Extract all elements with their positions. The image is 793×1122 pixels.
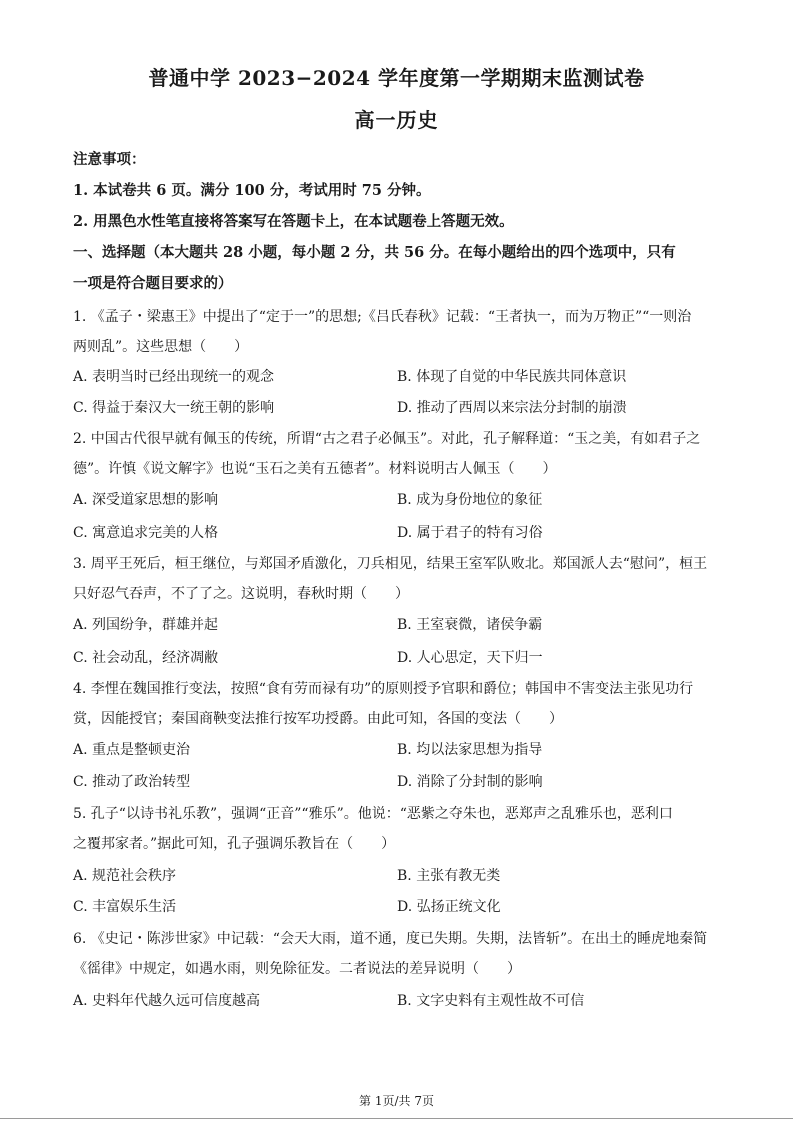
question-3-option-a: A. 列国纷争，群雄并起 <box>73 617 219 633</box>
question-1-option-c: C. 得益于秦汉大一统王朝的影响 <box>73 400 275 416</box>
question-6-option-a: A. 史料年代越久远可信度越高 <box>73 993 261 1009</box>
page-number: 第 1页/共 7页 <box>359 1094 434 1108</box>
section-heading-line-2: 一项是符合题目要求的） <box>73 275 233 292</box>
notice-heading: 注意事项： <box>73 151 146 168</box>
question-4-option-b: B. 均以法家思想为指导 <box>397 742 543 758</box>
question-1-stem-line-1: 1. 《孟子・梁惠王》中提出了“定于一”的思想;《吕氏春秋》记载：“王者执一，而为万物正”“一则治 <box>73 309 692 325</box>
question-5-option-b: B. 主张有教无类 <box>397 868 501 884</box>
footer-divider <box>0 1118 793 1119</box>
question-2-stem-line-1: 2. 中国古代很早就有佩玉的传统，所谓“古之君子必佩玉”。对此，孔子解释道：“玉之美，有如君子之 <box>73 431 701 447</box>
question-3-stem-line-1: 3. 周平王死后，桓王继位，与郑国矛盾激化，刀兵相见，结果王室军队败北。郑国派人去“慰问”，桓王 <box>73 556 708 572</box>
question-5-stem-line-1: 5. 孔子“以诗书礼乐教”，强调“正音”“雅乐”。他说：“恶紫之夺朱也，恶郑声之乱雅乐也，恶利口 <box>73 806 673 822</box>
question-3-stem-line-2: 只好忍气吞声，不了了之。这说明，春秋时期（ ） <box>73 586 409 602</box>
question-5-option-c: C. 丰富娱乐生活 <box>73 899 177 915</box>
question-1-option-a: A. 表明当时已经出现统一的观念 <box>73 369 275 385</box>
question-5-option-d: D. 弘扬正统文化 <box>397 899 501 915</box>
question-3-option-b: B. 王室衰微，诸侯争霸 <box>397 617 543 633</box>
question-2-option-b: B. 成为身份地位的象征 <box>397 492 543 508</box>
question-6-stem-line-2: 《徭律》中规定，如遇水雨，则免除征发。二者说法的差异说明（ ） <box>73 961 521 977</box>
exam-subject: 高一历史 <box>354 108 439 132</box>
notice-item-2: 2. 用黑色水性笔直接将答案写在答题卡上，在本试题卷上答题无效。 <box>73 213 514 230</box>
question-4-stem-line-2: 赏，因能授官；秦国商鞅变法推行按军功授爵。由此可知，各国的变法（ ） <box>73 711 563 727</box>
question-6-stem-line-1: 6. 《史记・陈涉世家》中记载：“会天大雨，道不通，度已失期。失期，法皆斩”。在出土的睡虎地秦简 <box>73 931 708 947</box>
question-2-option-a: A. 深受道家思想的影响 <box>73 492 219 508</box>
question-4-option-c: C. 推动了政治转型 <box>73 774 191 790</box>
question-2-option-d: D. 属于君子的特有习俗 <box>397 525 543 541</box>
question-1-stem-line-2: 两则乱”。这些思想（ ） <box>73 339 249 355</box>
exam-title: 普通中学 2023−2024 学年度第一学期期末监测试卷 <box>148 66 645 90</box>
question-2-option-c: C. 寓意追求完美的人格 <box>73 525 219 541</box>
question-6-option-b: B. 文字史料有主观性故不可信 <box>397 993 585 1009</box>
section-heading-line-1: 一、选择题（本大题共 28 小题，每小题 2 分，共 56 分。在每小题给出的四个选项中，只有 <box>73 244 676 261</box>
question-2-stem-line-2: 德”。许慎《说文解字》也说“玉石之美有五德者”。材料说明古人佩玉（ ） <box>73 461 557 477</box>
question-1-option-d: D. 推动了西周以来宗法分封制的崩溃 <box>397 400 627 416</box>
question-4-option-d: D. 消除了分封制的影响 <box>397 774 543 790</box>
question-5-option-a: A. 规范社会秩序 <box>73 868 177 884</box>
question-4-stem-line-1: 4. 李悝在魏国推行变法，按照“食有劳而禄有功”的原则授予官职和爵位；韩国申不害变法主张见功行 <box>73 681 694 697</box>
question-4-option-a: A. 重点是整顿吏治 <box>73 742 191 758</box>
question-5-stem-line-2: 之覆邦家者。”据此可知，孔子强调乐教旨在（ ） <box>73 836 396 852</box>
question-3-option-d: D. 人心思定，天下归一 <box>397 650 543 666</box>
question-1-option-b: B. 体现了自觉的中华民族共同体意识 <box>397 369 627 385</box>
question-3-option-c: C. 社会动乱，经济凋敝 <box>73 650 219 666</box>
notice-item-1: 1. 本试卷共 6 页。满分 100 分，考试用时 75 分钟。 <box>73 182 431 199</box>
